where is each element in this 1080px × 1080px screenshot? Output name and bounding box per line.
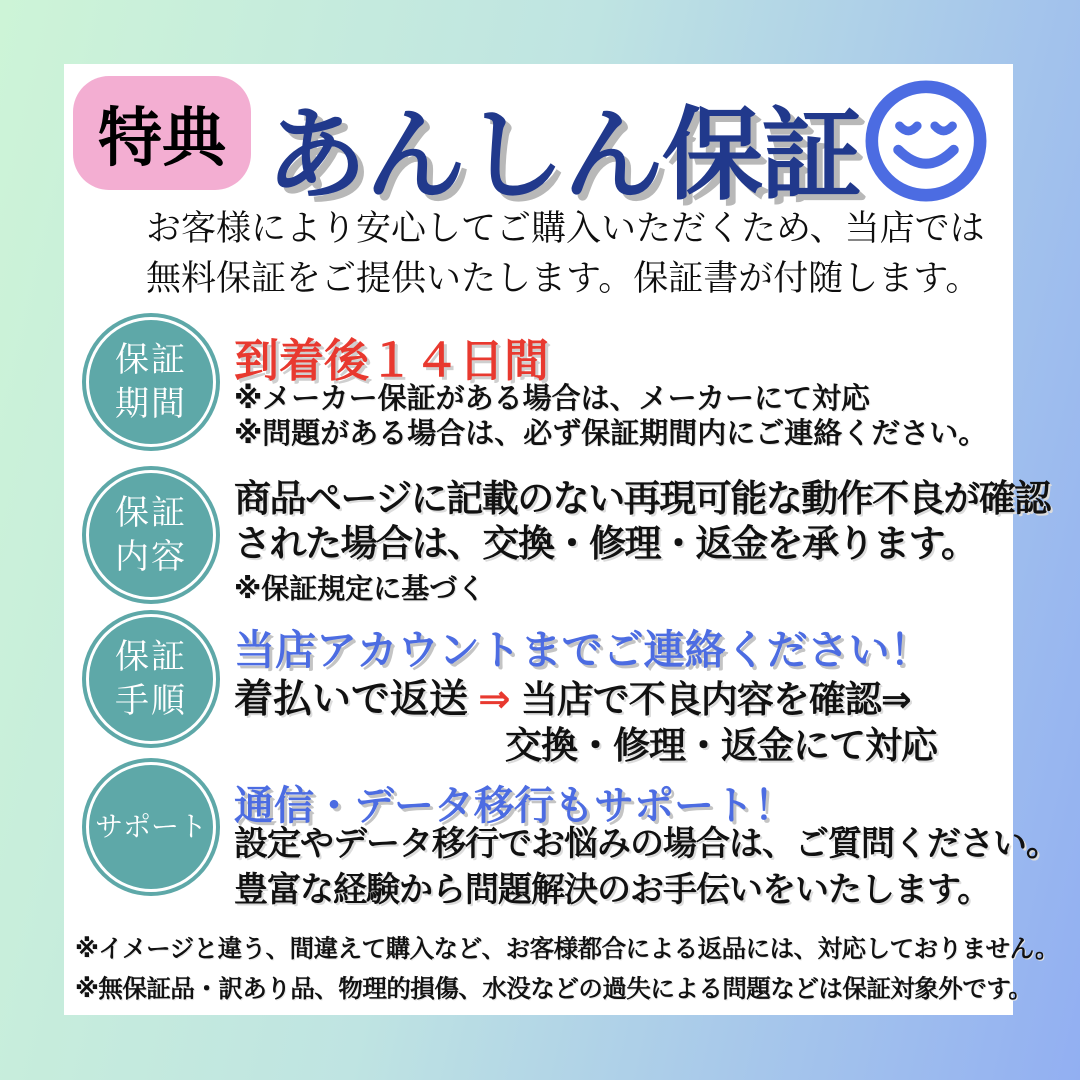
smiley-face-icon (863, 78, 989, 204)
support-line-2: 豊富な経験から問題解決のお手伝いをいたします。 (234, 871, 991, 909)
disclaimer-note-2: ※無保証品・訳あり品、物理的損傷、水没などの過失による問題などは保証対象外です。 (75, 976, 1033, 1003)
warranty-period-notes (234, 382, 987, 452)
intro-text (146, 204, 985, 304)
white-card (64, 64, 1060, 1015)
support-heading: 通信・データ移行もサポート！ (234, 784, 794, 828)
badge-warranty-coverage-line1: 保証 (115, 494, 187, 532)
step-label: 着払いで返送 (234, 678, 469, 721)
intro-line-2: 無料保証をご提供いたします。保証書が付随します。 (146, 259, 981, 298)
badge-warranty-period (82, 313, 220, 451)
badge-warranty-procedure-line1: 保証 (115, 638, 187, 676)
badge-warranty-period-line1: 保証 (115, 341, 187, 379)
warranty-period-note-1: ※メーカー保証がある場合は、メーカーにて対応 (234, 383, 871, 415)
warranty-period-note-2: ※問題がある場合は、必ず保証期間内にご連絡ください。 (234, 418, 988, 450)
intro-line-1: お客様により安心してご購入いただくため、当店では (146, 209, 985, 248)
support-line-1: 設定やデータ移行でお悩みの場合は、ご質問ください。 (234, 825, 1059, 863)
badge-warranty-procedure (82, 610, 220, 748)
warranty-coverage-line-1: 商品ページに記載のない再現可能な動作不良が確認 (234, 478, 1050, 519)
warranty-period-heading: 到着後１４日間 (234, 335, 550, 386)
badge-warranty-procedure-line2: 手順 (115, 682, 187, 720)
step-result: 当店で不良内容を確認⇒ (520, 679, 911, 720)
disclaimer-notes (75, 930, 1059, 1010)
badge-support-label: サポート (94, 811, 207, 842)
badge-warranty-coverage-line2: 内容 (115, 538, 187, 576)
warranty-coverage-note: ※保証規定に基づく (234, 573, 486, 604)
warranty-coverage-line-2: された場合は、交換・修理・返金を承ります。 (234, 523, 977, 564)
badge-support (82, 758, 220, 896)
red-arrow-icon: ⇒ (478, 678, 511, 721)
page-title: あんしん保証 (266, 100, 861, 212)
warranty-coverage-body (234, 476, 1050, 566)
badge-warranty-period-line2: 期間 (115, 385, 187, 423)
disclaimer-note-1: ※イメージと違う、間違えて購入など、お客様都合による返品には、対応しておりません。 (75, 936, 1060, 963)
warranty-procedure-heading: 当店アカウントまでご連絡ください！ (234, 627, 931, 673)
support-body (234, 821, 1059, 913)
perk-badge-label: 特典 (98, 102, 226, 174)
warranty-procedure-step-line2: 交換・修理・返金にて対応 (505, 725, 937, 766)
perk-badge (73, 76, 251, 190)
badge-warranty-coverage (82, 466, 220, 604)
